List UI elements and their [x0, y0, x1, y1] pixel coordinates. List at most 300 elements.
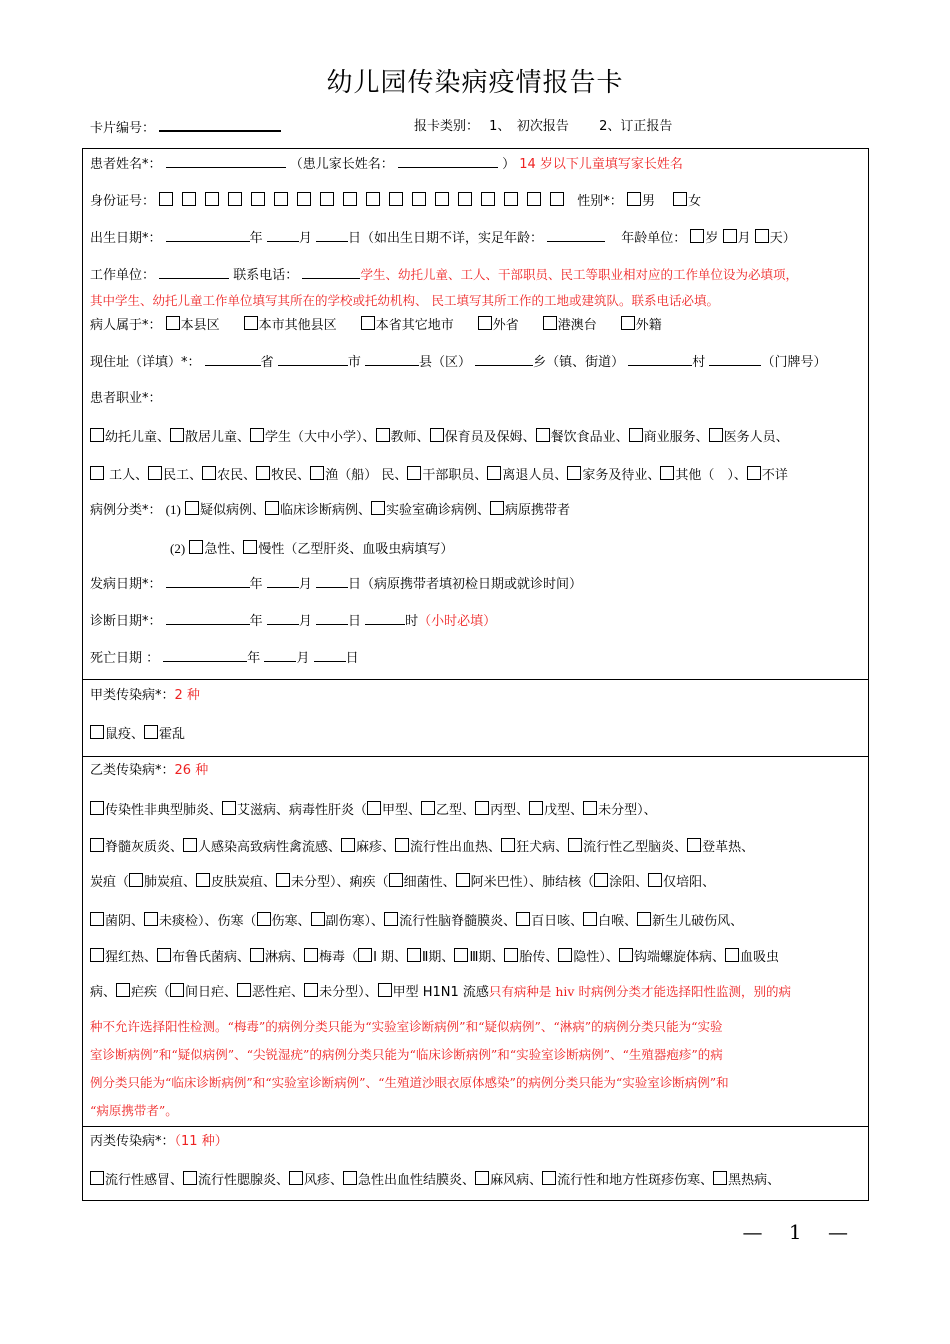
class-b-line3-options	[129, 875, 715, 890]
class-b5-checkbox-9[interactable]	[619, 948, 633, 962]
class-b5-checkbox-10[interactable]	[725, 948, 739, 962]
report-type-initial[interactable]: 1、 初次报告	[489, 119, 569, 134]
belong-label-0: 本县区	[180, 318, 220, 333]
class-b5-checkbox-8[interactable]	[558, 948, 572, 962]
occupation-label-1: 散居儿童、	[185, 430, 251, 445]
class-b-line1	[90, 801, 657, 820]
occupation2-label-7: 家务及待业、	[582, 468, 661, 483]
class-b5-checkbox-0[interactable]	[90, 948, 104, 962]
belong-label: 病人属于*：	[90, 318, 162, 333]
year-label: 年	[249, 577, 263, 592]
class-b4-label-0: 菌阴、	[105, 914, 145, 929]
age-yue-checkbox[interactable]	[723, 229, 737, 243]
female-label: 女	[688, 194, 702, 209]
occupation-label: 患者职业*：	[90, 391, 162, 406]
class-b5-checkbox-4[interactable]	[358, 948, 372, 962]
page-number: — 1 —	[742, 1220, 858, 1244]
class-b1-checkbox-2[interactable]	[367, 801, 381, 815]
class-b3-label-6: 仅培阳、	[663, 875, 716, 890]
id-digit-box[interactable]	[228, 192, 242, 206]
case-label-1: 临床诊断病例、	[279, 503, 371, 518]
occupation2-checkbox-3[interactable]	[256, 466, 270, 480]
id-digit-box[interactable]	[504, 192, 518, 206]
class-b3-checkbox-4[interactable]	[456, 873, 470, 887]
class-b2-label-2: 麻疹、	[356, 840, 396, 855]
class-b5-checkbox-5[interactable]	[407, 948, 421, 962]
class-b3-label-0: 肺炭疽、	[144, 875, 197, 890]
card-no-field[interactable]	[159, 118, 281, 132]
belong-checkbox-1[interactable]	[244, 316, 258, 330]
onset-year-field[interactable]	[166, 575, 250, 588]
class-b2-checkbox-4[interactable]	[501, 838, 515, 852]
id-digit-box[interactable]	[366, 192, 380, 206]
day-label: 日	[347, 614, 361, 629]
occupation2-checkbox-7[interactable]	[567, 466, 581, 480]
class-b1-label-0: 传染性非典型肺炎、	[105, 803, 223, 818]
case-checkbox-1[interactable]	[265, 501, 279, 515]
divider-class-c	[82, 1126, 869, 1127]
belong-checkbox-3[interactable]	[478, 316, 492, 330]
occupation2-checkbox-1[interactable]	[148, 466, 162, 480]
phone-field[interactable]	[302, 266, 360, 279]
class-c-label-0: 流行性感冒、	[105, 1173, 184, 1188]
id-digit-box[interactable]	[435, 192, 449, 206]
class-b4-checkbox-0[interactable]	[90, 912, 104, 926]
class-b-label: 乙类传染病*：	[90, 763, 175, 778]
birth-day-field[interactable]	[316, 229, 348, 242]
page-title: 幼儿园传染病疫情报告卡	[326, 68, 624, 98]
class-b1-checkbox-0[interactable]	[90, 801, 104, 815]
male-label: 男	[641, 194, 655, 209]
case-checkbox-0[interactable]	[185, 501, 199, 515]
id-digit-box[interactable]	[251, 192, 265, 206]
class-b2-label-1: 人感染高致病性禽流感、	[198, 840, 342, 855]
occupation-checkbox-1[interactable]	[170, 428, 184, 442]
addr-city-label: 市	[347, 355, 361, 370]
class-b5-checkbox-7[interactable]	[504, 948, 518, 962]
class-c-checkbox-3[interactable]	[343, 1171, 357, 1185]
schisto-suffix: 病、	[90, 985, 117, 1000]
class-a-checkbox-0[interactable]	[90, 725, 104, 739]
death-year-field[interactable]	[163, 649, 247, 662]
occupation-checkbox-3[interactable]	[376, 428, 390, 442]
occupation-checkbox-4[interactable]	[430, 428, 444, 442]
class-b5-checkbox-1[interactable]	[157, 948, 171, 962]
year-label: 年	[249, 231, 263, 246]
addr-city-field[interactable]	[278, 353, 348, 366]
age-tian-label: 天）	[769, 231, 796, 246]
occupation2-label-1: 民工、	[163, 468, 203, 483]
hiv-note: 只有病种是 hiv 时病例分类才能选择阳性监测，别的病	[488, 984, 791, 999]
class-a-label-1: 霍乱	[159, 727, 186, 742]
class-b4-label-7: 新生儿破伤风、	[652, 914, 744, 929]
class-b1-label-4: 丙型、	[490, 803, 530, 818]
class-b1-label-3: 乙型、	[436, 803, 476, 818]
case-class-1: (1)	[165, 502, 181, 517]
onset-row	[90, 575, 582, 594]
age-sui-label: 岁	[705, 231, 719, 246]
id-digit-box[interactable]	[527, 192, 541, 206]
class-b2-checkbox-6[interactable]	[687, 838, 701, 852]
class-b-line3	[90, 873, 715, 892]
class-c-checkbox-0[interactable]	[90, 1171, 104, 1185]
female-checkbox[interactable]	[673, 192, 687, 206]
class-b2-label-4: 狂犬病、	[516, 840, 569, 855]
belong-label-5: 外籍	[635, 318, 662, 333]
id-row	[90, 192, 701, 211]
class-b6-label-0: 疟疾（	[131, 985, 171, 1000]
id-label: 身份证号：	[90, 194, 156, 209]
class-b3-label-5: 涂阳、	[609, 875, 649, 890]
belong-checkbox-0[interactable]	[166, 316, 180, 330]
occupation-label-4: 保育员及保姆、	[444, 430, 536, 445]
class-b4-checkbox-3[interactable]	[311, 912, 325, 926]
class-c-label-3: 急性出血性结膜炎、	[358, 1173, 476, 1188]
year-label: 年	[249, 614, 263, 629]
id-digit-box[interactable]	[274, 192, 288, 206]
class-c-label-2: 风疹、	[304, 1173, 344, 1188]
class-c-checkbox-1[interactable]	[183, 1171, 197, 1185]
case-label-2: 实验室确诊病例、	[386, 503, 491, 518]
chronic-label: 慢性（乙型肝炎、血吸虫病填写）	[258, 542, 454, 557]
day-label: 日	[345, 651, 359, 666]
belong-options[interactable]	[166, 318, 686, 333]
class-b-count: 26 种	[174, 763, 209, 778]
addr-town-label: 乡（镇、街道）	[533, 355, 625, 370]
diag-day-field[interactable]	[316, 612, 348, 625]
case-checkbox-3[interactable]	[490, 501, 504, 515]
class-c-checkbox-5[interactable]	[542, 1171, 556, 1185]
parent-name-note: 14 岁以下儿童填写家长姓名	[519, 157, 683, 172]
class-c-label: 丙类传染病*：	[90, 1134, 175, 1149]
belong-label-2: 本省其它地市	[375, 318, 454, 333]
onset-month-field[interactable]	[267, 575, 299, 588]
addr-county-label: 县（区）	[418, 355, 471, 370]
sex-label: 性别*：	[577, 194, 623, 209]
class-b4-checkbox-5[interactable]	[516, 912, 530, 926]
address-label: 现住址（详填）*：	[90, 355, 201, 370]
birth-month-field[interactable]	[267, 229, 299, 242]
class-b4-label-2: 伤寒、	[271, 914, 311, 929]
id-digit-box[interactable]	[205, 192, 219, 206]
class-c-label-6: 黑热病、	[728, 1173, 781, 1188]
class-b3-checkbox-1[interactable]	[196, 873, 210, 887]
age-tian-checkbox[interactable]	[755, 229, 769, 243]
divider-class-b	[82, 756, 869, 757]
report-type-row	[414, 118, 672, 136]
patient-name-field[interactable]	[166, 155, 286, 168]
class-b6-checkbox-2[interactable]	[237, 983, 251, 997]
class-b1-label-1: 艾滋病、病毒性肝炎（	[237, 803, 368, 818]
case-options-1[interactable]	[185, 503, 570, 518]
onset-note: 日（病原携带者填初检日期或就诊时间）	[347, 577, 582, 592]
male-checkbox[interactable]	[627, 192, 641, 206]
acute-checkbox[interactable]	[189, 540, 203, 554]
class-b2-label-0: 脊髓灰质炎、	[105, 840, 184, 855]
occupation-checkbox-6[interactable]	[629, 428, 643, 442]
belong-row	[90, 316, 686, 335]
addr-doorno-label: （门牌号）	[761, 355, 827, 370]
class-b5-label-9: 钩端螺旋体病、	[633, 950, 725, 965]
class-b4-label-6: 白喉、	[598, 914, 638, 929]
class-b-note4: “病原携带者”。	[90, 1103, 178, 1118]
case-class-2: (2)	[170, 541, 186, 556]
case-label-3: 病原携带者	[505, 503, 571, 518]
class-b2-checkbox-5[interactable]	[568, 838, 582, 852]
class-b4-label-3: 副伤寒）、	[325, 914, 385, 929]
case-class-label: 病例分类*：	[90, 503, 162, 518]
report-type-label: 报卡类别：	[414, 119, 480, 134]
diag-label: 诊断日期*：	[90, 614, 162, 629]
death-month-field[interactable]	[264, 649, 296, 662]
diag-hour-field[interactable]	[365, 612, 405, 625]
class-b6-label-3: 未分型）、	[319, 985, 378, 1000]
class-b1-checkbox-1[interactable]	[222, 801, 236, 815]
diag-year-field[interactable]	[166, 612, 250, 625]
id-digit-box[interactable]	[458, 192, 472, 206]
card-header-row	[90, 118, 281, 138]
occupation2-label-6: 离退人员、	[502, 468, 568, 483]
onset-day-field[interactable]	[316, 575, 348, 588]
class-b3-label-3: 细菌性、	[403, 875, 456, 890]
class-b3-label-4: 阿米巴性）、肺结核（	[470, 875, 595, 890]
age-sui-checkbox[interactable]	[690, 229, 704, 243]
class-a-label: 甲类传染病*：	[90, 688, 175, 703]
occupation2-checkbox-8[interactable]	[660, 466, 674, 480]
diag-month-field[interactable]	[267, 612, 299, 625]
class-b4-checkbox-4[interactable]	[384, 912, 398, 926]
death-day-field[interactable]	[314, 649, 346, 662]
occupation-checkbox-7[interactable]	[709, 428, 723, 442]
class-b5-label-4: Ⅰ 期、	[373, 950, 408, 965]
patient-name-label: 患者姓名*：	[90, 157, 162, 172]
class-b4-checkbox-6[interactable]	[583, 912, 597, 926]
class-b5-label-3: 梅毒（	[319, 950, 359, 965]
id-digit-box[interactable]	[159, 192, 173, 206]
phone-label: 联系电话：	[233, 268, 299, 283]
class-b6-checkbox-1[interactable]	[170, 983, 184, 997]
class-b5-label-8: 隐性）、	[573, 950, 619, 965]
class-b6-checkbox-4[interactable]	[378, 983, 392, 997]
class-b6-checkbox-3[interactable]	[304, 983, 318, 997]
class-b1-checkbox-4[interactable]	[475, 801, 489, 815]
occupation-line1	[90, 428, 789, 447]
class-b-line4	[90, 912, 743, 931]
occupation2-checkbox-0[interactable]	[90, 466, 104, 480]
work-row	[90, 266, 798, 285]
class-a-checkbox-1[interactable]	[144, 725, 158, 739]
work-note-line2: 其中学生、幼托儿童工作单位填写其所在的学校或托幼机构、 民工填写其所工作的工地或建筑队。联系电话必填。	[90, 293, 719, 308]
class-b1-checkbox-5[interactable]	[529, 801, 543, 815]
occupation-checkbox-2[interactable]	[250, 428, 264, 442]
class-b5-label-10: 血吸虫	[739, 950, 779, 965]
class-b5-checkbox-2[interactable]	[250, 948, 264, 962]
class-b1-label-5: 戊型、	[544, 803, 584, 818]
class-c-checkbox-2[interactable]	[289, 1171, 303, 1185]
hour-label: 时	[405, 614, 419, 629]
class-b-header	[90, 762, 208, 780]
belong-checkbox-5[interactable]	[621, 316, 635, 330]
diag-note: （小时必填）	[418, 614, 497, 629]
year-label: 年	[247, 651, 261, 666]
id-digit-box[interactable]	[550, 192, 564, 206]
class-b4-checkbox-7[interactable]	[637, 912, 651, 926]
occupation2-label-0: 工人、	[105, 468, 149, 483]
birth-label: 出生日期*：	[90, 231, 162, 246]
parent-name-field[interactable]	[398, 155, 498, 168]
addr-town-field[interactable]	[475, 353, 533, 366]
class-c-line1	[90, 1171, 780, 1190]
patient-name-row	[90, 155, 683, 174]
class-b3-label-2: 未分型）、痢疾（	[291, 875, 389, 890]
class-b-line6-options	[116, 985, 489, 1000]
addr-doorno-field[interactable]	[709, 353, 761, 366]
card-no-label: 卡片编号：	[90, 121, 156, 136]
address-row	[90, 353, 826, 372]
death-label: 死亡日期 ：	[90, 651, 160, 666]
class-b5-checkbox-3[interactable]	[304, 948, 318, 962]
report-type-correction[interactable]: 2、订正报告	[599, 119, 673, 134]
belong-checkbox-2[interactable]	[361, 316, 375, 330]
occupation-checkbox-5[interactable]	[536, 428, 550, 442]
occupation2-checkbox-6[interactable]	[487, 466, 501, 480]
class-b6-label-2: 恶性疟、	[252, 985, 305, 1000]
class-b2-checkbox-2[interactable]	[341, 838, 355, 852]
class-b1-label-6: 未分型）、	[598, 803, 657, 818]
occupation-checkbox-0[interactable]	[90, 428, 104, 442]
occupation-label-0: 幼托儿童、	[105, 430, 171, 445]
class-b-note3: 例分类只能为“临床诊断病例”和“实验室诊断病例”、“生殖道沙眼衣原体感染”的病例分类只能为“实验室诊断病例”和	[90, 1075, 729, 1090]
belong-label-3: 外省	[492, 318, 519, 333]
birth-unknown-label: 日（如出生日期不详，实足年龄：	[347, 231, 543, 246]
id-number-boxes[interactable]	[159, 194, 573, 209]
occupation-label-7: 医务人员、	[723, 430, 789, 445]
addr-county-field[interactable]	[365, 353, 419, 366]
id-digit-box[interactable]	[481, 192, 495, 206]
class-b2-checkbox-1[interactable]	[183, 838, 197, 852]
case-checkbox-2[interactable]	[371, 501, 385, 515]
id-digit-box[interactable]	[412, 192, 426, 206]
occupation2-checkbox-5[interactable]	[407, 466, 421, 480]
addr-province-field[interactable]	[205, 353, 261, 366]
birth-year-field[interactable]	[166, 229, 250, 242]
class-b6-checkbox-0[interactable]	[116, 983, 130, 997]
class-b3-checkbox-5[interactable]	[594, 873, 608, 887]
class-b4-label-5: 百日咳、	[531, 914, 584, 929]
month-label: 月	[298, 231, 312, 246]
parent-name-close: ）	[502, 157, 516, 172]
id-digit-box[interactable]	[389, 192, 403, 206]
id-digit-box[interactable]	[297, 192, 311, 206]
occupation2-label-8: 其他（ ）、	[675, 468, 747, 483]
class-a-options	[90, 725, 185, 744]
case-label-0: 疑似病例、	[199, 503, 265, 518]
class-b5-label-7: 胎传、	[519, 950, 559, 965]
case-class-row1	[90, 501, 570, 520]
divider-class-a	[82, 679, 869, 680]
work-field[interactable]	[159, 266, 229, 279]
occupation-label-6: 商业服务、	[643, 430, 709, 445]
class-a-header	[90, 687, 200, 705]
occupation-line2	[90, 466, 788, 485]
death-row	[90, 649, 359, 668]
class-c-checkbox-6[interactable]	[713, 1171, 727, 1185]
class-c-label-1: 流行性腮腺炎、	[198, 1173, 290, 1188]
class-b5-label-1: 布鲁氏菌病、	[172, 950, 251, 965]
occupation2-checkbox-9[interactable]	[747, 466, 761, 480]
id-digit-box[interactable]	[320, 192, 334, 206]
class-b3-checkbox-0[interactable]	[129, 873, 143, 887]
class-c-label-4: 麻风病、	[490, 1173, 543, 1188]
class-b3-checkbox-3[interactable]	[389, 873, 403, 887]
class-b4-label-4: 流行性脑脊髓膜炎、	[399, 914, 517, 929]
class-b4-checkbox-2[interactable]	[257, 912, 271, 926]
class-b4-checkbox-1[interactable]	[144, 912, 158, 926]
class-b2-label-6: 登革热、	[702, 840, 755, 855]
class-b6-label-4: 甲型 H1N1 流感	[392, 985, 489, 1000]
month-label: 月	[298, 614, 312, 629]
addr-province-label: 省	[260, 355, 274, 370]
class-b1-label-2: 甲型、	[382, 803, 422, 818]
class-b3-label-1: 皮肤炭疽、	[211, 875, 277, 890]
acute-label: 急性、	[204, 542, 244, 557]
class-b-note2: 室诊断病例”和“疑似病例”、“尖锐湿疣”的病例分类只能为“临床诊断病例”和“实验室诊断病例”、“生殖器疱疹”的病	[90, 1047, 723, 1062]
diag-row	[90, 612, 496, 631]
occupation2-label-4: 渔（船） 民、	[325, 468, 408, 483]
id-digit-box[interactable]	[343, 192, 357, 206]
occupation-label-3: 教师、	[390, 430, 430, 445]
class-b-line2	[90, 838, 754, 857]
class-b5-label-0: 猩红热、	[105, 950, 158, 965]
occupation2-label-2: 农民、	[217, 468, 257, 483]
belong-label-1: 本市其他县区	[258, 318, 337, 333]
id-digit-box[interactable]	[182, 192, 196, 206]
work-label: 工作单位：	[90, 268, 156, 283]
occupation2-label-5: 干部职员、	[422, 468, 488, 483]
occupation-label-2: 学生（大中小学）、	[265, 430, 376, 445]
occupation2-checkbox-2[interactable]	[202, 466, 216, 480]
class-c-checkbox-4[interactable]	[475, 1171, 489, 1185]
month-label: 月	[296, 651, 310, 666]
month-label: 月	[298, 577, 312, 592]
class-b3-checkbox-6[interactable]	[648, 873, 662, 887]
birth-row	[90, 229, 796, 248]
class-c-header	[90, 1133, 228, 1151]
age-field[interactable]	[547, 229, 605, 242]
class-b2-checkbox-0[interactable]	[90, 838, 104, 852]
addr-village-field[interactable]	[628, 353, 692, 366]
class-b3-checkbox-2[interactable]	[276, 873, 290, 887]
class-b2-checkbox-3[interactable]	[395, 838, 409, 852]
occupation-label-5: 餐饮食品业、	[550, 430, 629, 445]
class-c-label-5: 流行性和地方性斑疹伤寒、	[557, 1173, 714, 1188]
class-b5-checkbox-6[interactable]	[454, 948, 468, 962]
occupation2-checkbox-4[interactable]	[310, 466, 324, 480]
case-class-row2	[170, 540, 453, 559]
class-a-count: 2 种	[174, 688, 200, 703]
class-b2-label-3: 流行性出血热、	[410, 840, 502, 855]
class-b1-checkbox-6[interactable]	[583, 801, 597, 815]
class-b-line5	[90, 948, 779, 967]
class-b-note1: 种不允许选择阳性检测。“梅毒”的病例分类只能为“实验室诊断病例”和“疑似病例”、“淋病”的病例分类只能为“实验	[90, 1019, 723, 1034]
anthrax-prefix: 炭疽（	[90, 875, 130, 890]
belong-checkbox-4[interactable]	[543, 316, 557, 330]
class-c-count: （11 种）	[174, 1134, 228, 1149]
age-yue-label: 月	[737, 231, 751, 246]
class-a-label-0: 鼠疫、	[105, 727, 145, 742]
class-b1-checkbox-3[interactable]	[421, 801, 435, 815]
chronic-checkbox[interactable]	[243, 540, 257, 554]
